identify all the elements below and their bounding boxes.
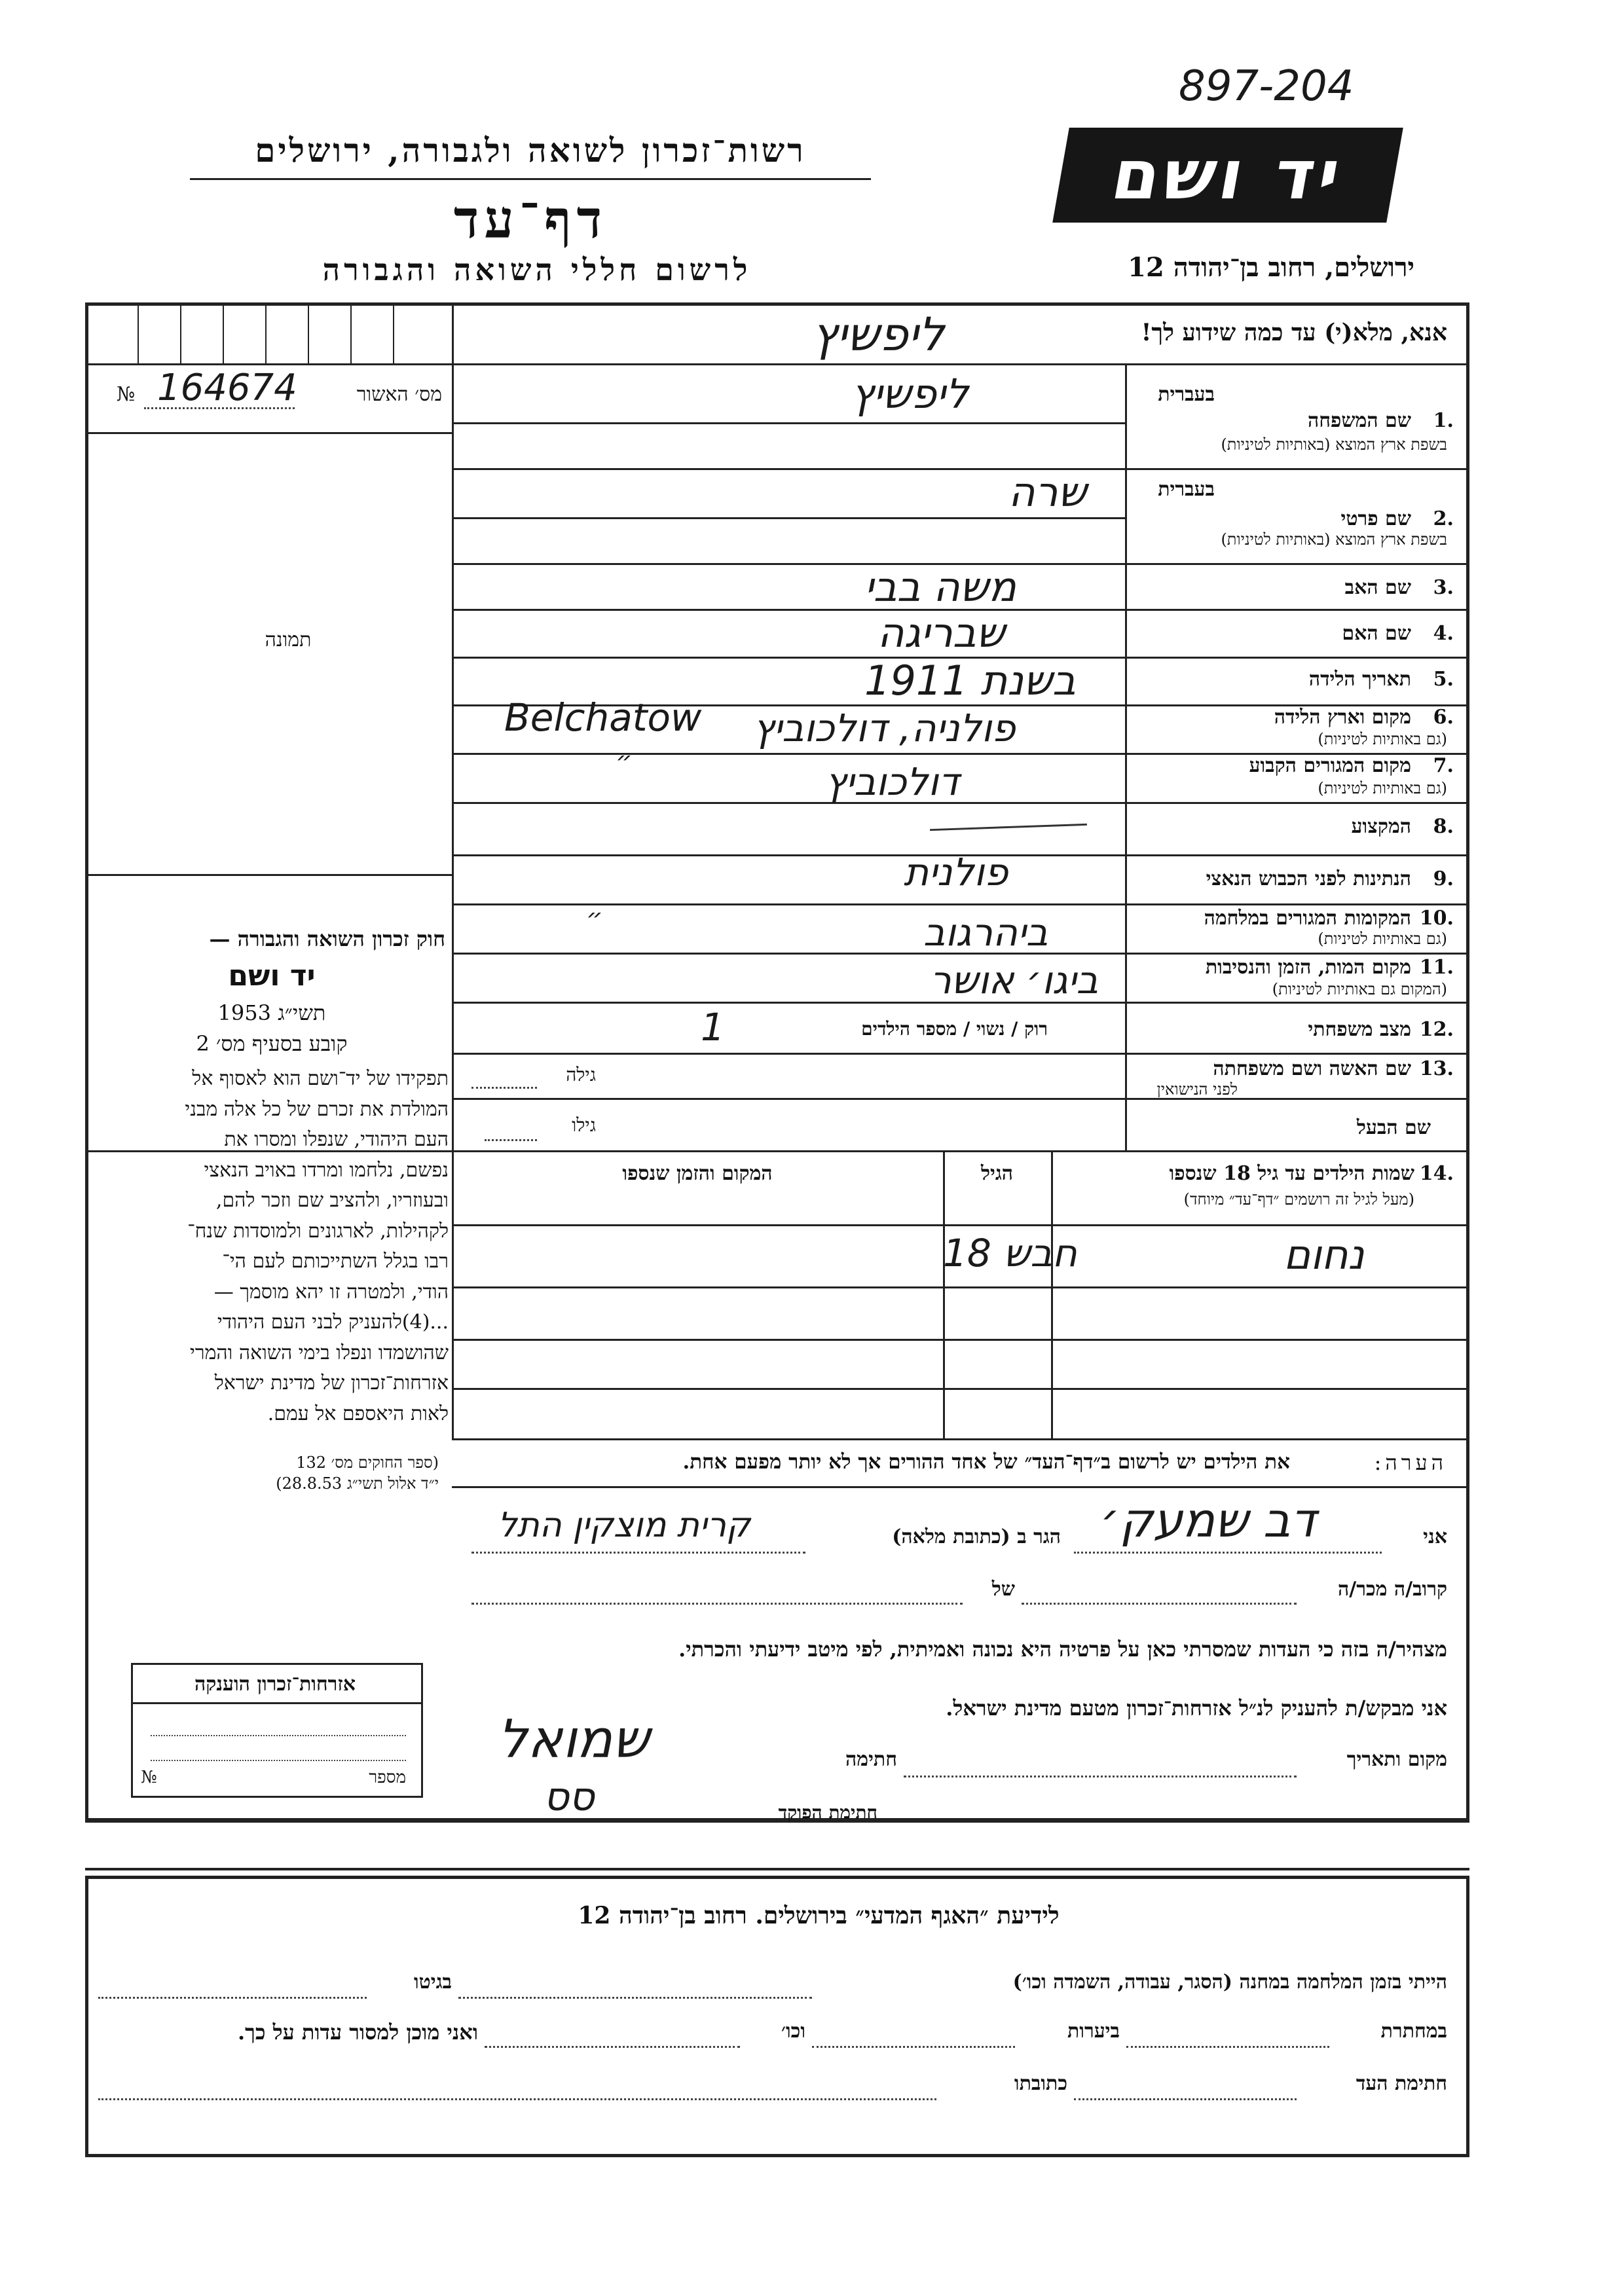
row-number-12: 12. [1419,1018,1454,1041]
row-number-5: 5. [1433,668,1454,691]
witness-signature-label: חתימת העד [1356,2072,1447,2095]
law-year: תשי״ג 1953 [217,1000,326,1025]
mother-name-value[interactable]: שבריגה [877,609,1005,657]
profession-label: המקצוע [1351,815,1411,838]
law-line: ובעוזריו, ולהציב שם וזכר להם, [215,1189,449,1212]
approval-no-mark: № [117,383,136,406]
family-name-value[interactable]: ליפשיץ [851,370,969,418]
file-number: 897-204 [1179,62,1354,111]
residence-label: מקום המגורים הקבוע [1249,754,1411,777]
row-number-1: 1. [1433,409,1454,432]
authority-title: רשות־זכרון לשואה ולגבורה, ירושלים [255,131,806,170]
row-number-7: 7. [1433,754,1454,777]
war-residence-latin-hint: (גם באותיות לטיניות) [1318,930,1447,948]
law-line: אזרחות־זכרון של מדינת ישראל [214,1372,449,1394]
wife-maiden-hint: לפני הנישואין [1156,1080,1238,1099]
signature-label: חתימה [845,1748,897,1771]
official-signature-value[interactable]: סס [544,1774,595,1820]
row-number-8: 8. [1433,815,1454,838]
info-underground-label: במחתרת [1380,2020,1447,2043]
law-line: נפשם, נלחמו ומרדו באויב הנאצי [204,1158,449,1182]
war-residence-value[interactable]: ביהרגוב [923,910,1048,955]
declarant-label: אני [1423,1525,1447,1548]
children-place-header: המקום והזמן שנספו [622,1162,773,1185]
law-source-2: י״ד אלול תשי״ג 28.8.53) [276,1474,439,1493]
declarant-name-value[interactable]: דב שמעק׳ [1100,1493,1316,1548]
father-name-label: שם האב [1344,576,1411,599]
child-name-value[interactable]: נחום [1283,1231,1365,1279]
law-line: ...(4)להעניק לבני העם היהודי [217,1311,449,1334]
law-line: שהושמדו ונפלו בימי השואה והמרי [189,1341,449,1364]
info-forests-label: ביערות [1067,2020,1120,2043]
death-place-label: מקום המות, הזמן והנסיבות [1205,956,1411,979]
relative-of-label: של [991,1578,1015,1601]
family-name-label: שם המשפחה [1307,409,1411,432]
surname-top: ליפשיץ [812,308,945,361]
mother-name-label: שם האם [1342,622,1411,645]
death-place-value[interactable]: ביגו׳ אושר [930,958,1099,1002]
row-number-4: 4. [1433,622,1454,645]
father-name-value[interactable]: משה בבי [864,563,1016,611]
place-date-label: מקום ותאריך [1346,1748,1447,1771]
row-number-6: 6. [1433,706,1454,729]
declarant-address-value[interactable]: קרית מוצקין התל [498,1506,750,1545]
certificate-number-label: מספר [369,1768,406,1787]
birth-place-latin-hint: (גם באותיות לטיניות) [1318,730,1447,748]
info-title: לידיעת ״האגף המדעי״ בירושלים. רחוב בן־יהודה 12 [578,1902,1060,1929]
nationality-label: הנתינות לפני הכבוש הנאצי [1206,867,1411,890]
law-line: לאות היאספם אל עמם. [267,1402,449,1425]
logo-text: יד ושם [1105,135,1350,215]
law-section: קובע בסעיף מס׳ 2 [196,1031,348,1056]
law-name: יד ושם [228,959,316,993]
birth-place-value[interactable]: פולניה, דולכוביץ [753,706,1016,750]
row-number-10: 10. [1419,907,1454,930]
death-place-latin-hint: (המקום גם באותיות לטיניות) [1272,980,1447,998]
children-header: שמות הילדים עד גיל 18 שנספו [1169,1162,1414,1185]
marital-status-options: רוק / נשוי / מספר הילדים [861,1018,1048,1040]
war-residence-label: המקומות המגורים במלחמה [1204,907,1411,930]
certificate-title: אזרחות־זכרון הוענקה [194,1673,356,1696]
witness-address-label: כתובתו [1014,2072,1067,2095]
residence-ditto-mark: ״ [616,746,633,776]
residence-latin-hint: (גם באותיות לטיניות) [1318,779,1447,797]
info-willing-text: ואני מוכן למסור עדות על כך. [237,2020,478,2045]
note-text: את הילדים יש לרשום ב״דף־העד״ של אחד ההורים אך לא יותר מפעם אחת. [682,1450,1290,1474]
approval-value[interactable]: 164674 [157,367,297,409]
residence-value[interactable]: דולכוביץ [825,759,959,804]
husband-name-label: שם הבעל [1356,1116,1431,1139]
law-source-1: (ספר החוקים מס׳ 132 [296,1453,439,1472]
law-line: רבו בגלל השתייכותם לעם הי־ [222,1250,449,1273]
marital-status-label: מצב משפחתי [1308,1018,1411,1041]
law-body [95,1064,449,1429]
law-title: חוק זכרון השואה והגבורה — [209,926,445,951]
first-name-latin-hint: בשפת ארץ המוצא (באותיות לטיניות) [1221,530,1447,549]
row-number-9: 9. [1433,867,1454,890]
info-ghetto-label: בגיטו [413,1971,452,1994]
children-age-header: הגיל [980,1162,1014,1185]
children-count-value[interactable]: 1 [701,1005,725,1049]
row-number-11: 11. [1419,956,1454,979]
row-number-13: 13. [1419,1057,1454,1080]
law-line: הודי, ולמטרה זו יהא מוסמך — [213,1280,449,1303]
law-line: העם היהודי, שנפלו ומסרו את [224,1128,449,1151]
official-signature-label: חתימת הפוקד [778,1802,877,1823]
relative-label: קרוב/ה מכר/ה [1338,1578,1447,1601]
row-number-2: 2. [1433,507,1454,530]
row-number-14: 14. [1419,1162,1454,1185]
wife-name-label: שם האשה ושם משפחתה [1213,1057,1411,1080]
note-label: הערה: [1374,1450,1447,1475]
birth-date-value[interactable]: בשנת 1911 [864,657,1076,704]
instruction-text: אנא, מלא(י) עד כמה שידוע לך! [1141,319,1447,346]
child-age-value[interactable]: חבש 18 [943,1231,1077,1275]
first-name-label: שם פרטי [1340,507,1411,530]
form-subtitle: לרשום חללי השואה והגבורה [322,252,752,287]
birth-place-label: מקום וארץ הלידה [1274,706,1411,729]
declaration-statement: מצהיר/ה בזה כי העדות שמסרתי כאן על פרטיה היא נכונה ואמיתית, לפי מיטב ידיעתי והכרתי. [678,1637,1447,1662]
declarant-address-label: הגר ב (כתובת מלאה) [892,1525,1061,1548]
declaration-request: אני מבקש/ת להעניק לנ״ל אזרחות־זכרון מטעם מדינת ישראל. [946,1696,1447,1721]
law-line: לקהילות, לארגונים ולמוסדות שנח־ [187,1219,449,1243]
info-line1-start: הייתי בזמן המלחמה במחנה (הסגר, עבודה, השמדה וכו׳) [1012,1971,1447,1994]
children-subheader: (מעל לגיל זה רושמים ״דף־עד״ מיוחד) [1183,1190,1414,1209]
photo-label: תמונה [265,629,312,651]
nationality-value[interactable]: פולנית [904,850,1008,894]
law-line: המולדת את זכרם של כל אלה מבני [185,1097,449,1121]
certificate-no-mark: № [141,1768,157,1787]
war-residence-ditto-mark: ״ [586,903,603,934]
info-etc-label: וכו׳ [781,2020,805,2043]
first-name-value[interactable]: שרה [1008,468,1087,516]
law-line: תפקידו של יד־ושם הוא לאסוף אל [192,1067,449,1090]
hebrew-label-1: בעברית [1158,383,1215,406]
husband-age-label: גילו [572,1114,596,1136]
form-title: דף־עד [453,189,608,250]
yad-vashem-logo [1052,128,1403,223]
signature-value[interactable]: שמואל [498,1709,650,1770]
birth-place-latin-value[interactable]: Belchatow [504,695,702,740]
wife-age-label: גילה [566,1064,596,1085]
row-number-3: 3. [1433,576,1454,599]
header-address: ירושלים, רחוב בן־יהודה 12 [1128,252,1414,283]
approval-label: מס׳ האשור [356,383,442,406]
hebrew-label-2: בעברית [1158,478,1215,501]
family-name-latin-hint: בשפת ארץ המוצא (באותיות לטיניות) [1221,435,1447,454]
birth-date-label: תאריך הלידה [1308,668,1411,691]
